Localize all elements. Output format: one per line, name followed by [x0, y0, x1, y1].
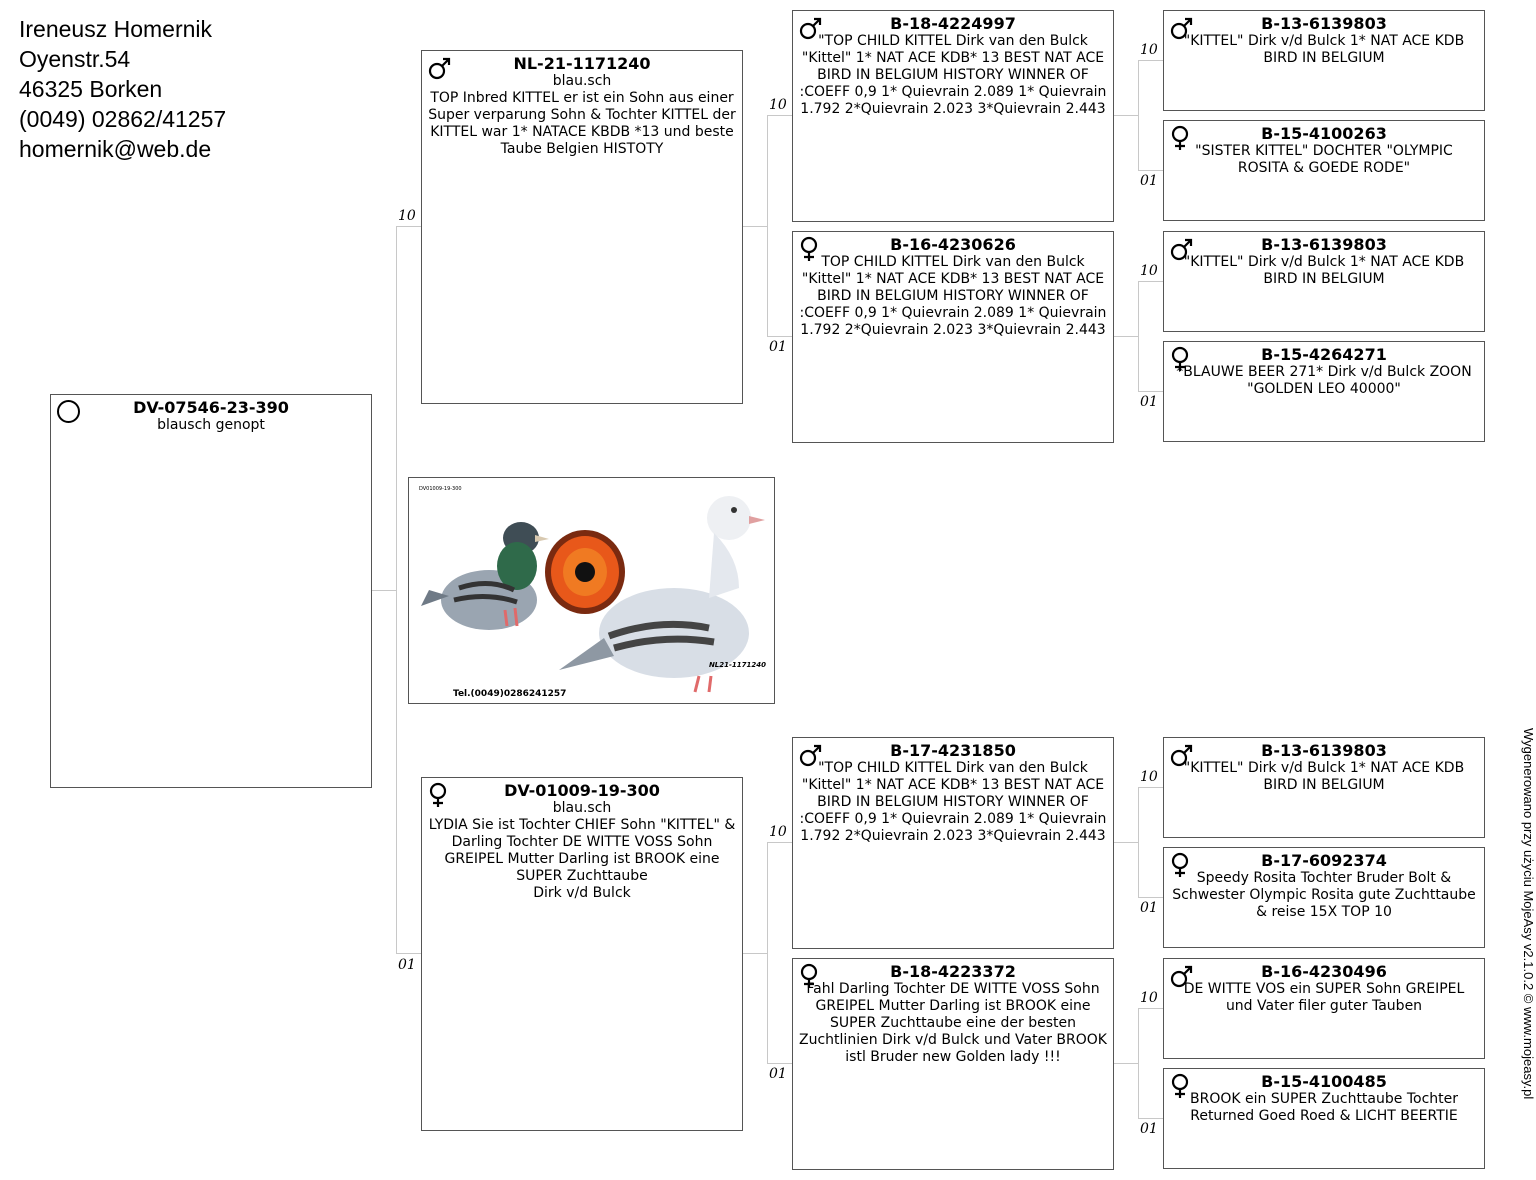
female-symbol-icon — [1170, 852, 1194, 878]
connector-line — [396, 226, 397, 954]
generator-footer — [1518, 728, 1536, 1158]
connector-line — [1113, 1063, 1139, 1064]
ring-number: B-16-4230496 — [1261, 962, 1387, 981]
owner-info — [19, 14, 226, 164]
male-symbol-icon — [428, 55, 452, 81]
connector-line — [1113, 115, 1139, 116]
ring-number: B-13-6139803 — [1261, 741, 1387, 760]
connector-line — [767, 336, 793, 337]
female-symbol-icon — [1170, 1073, 1194, 1099]
pigeon-description: DE WITTE VOS ein SUPER Sohn GREIPEL und Vater filer guter Tauben — [1183, 981, 1465, 1014]
sire-card[interactable] — [421, 50, 743, 404]
male-symbol-icon — [799, 742, 823, 768]
pigeon-description: TOP CHILD KITTEL Dirk van den Bulck "Kittel" 1* NAT ACE KDB* 13 BEST NAT ACE BIRD IN BELGIUM HISTORY WINNER OF :COEFF 0,9 1* Quievrain 2.089 1* Quievrain 1.792 2*Quievrain 2.023 3*Quievrain 2.443 — [799, 254, 1107, 338]
ring-number: DV-01009-19-300 — [504, 781, 660, 800]
owner-city: 46325 Borken — [19, 76, 163, 102]
ring-number: B-13-6139803 — [1261, 14, 1387, 33]
owner-email: homernik@web.de — [19, 136, 212, 162]
pigeon-description: TOP Inbred KITTEL er ist ein Sohn aus einer Super verparung Sohn & Tochter KITTEL der KITTEL war 1* NATACE KBDB *13 und beste Taube Belgien HISTOTY — [428, 90, 736, 157]
photo-ring-text: NL21-1171240 — [708, 661, 766, 669]
pigeon-color: blau.sch — [552, 73, 612, 89]
male-symbol-icon — [1170, 15, 1194, 41]
connector-line — [1138, 391, 1164, 392]
male-symbol-icon — [1170, 742, 1194, 768]
generator-text: Wygenerowano przy użyciu MojeAsy v2.1.0.2 © www.mojeasy.pl — [1521, 728, 1536, 1100]
dam-label: 01 — [769, 1066, 787, 1082]
pigeon-description: "TOP CHILD KITTEL Dirk van den Bulck "Kittel" 1* NAT ACE KDB* 13 BEST NAT ACE BIRD IN BELGIUM HISTORY WINNER OF :COEFF 0,9 1* Quievrain 2.089 1* Quievrain 1.792 2*Quievrain 2.023 3*Quievrain 2.443 — [799, 33, 1107, 117]
pigeon-description: LYDIA Sie ist Tochter CHIEF Sohn "KITTEL" & Darling Tochter DE WITTE VOSS Sohn GREIPEL Mutter Darling ist BROOK eine SUPER Zuchttaube Dirk v/d Bulck — [428, 817, 736, 901]
ancestor-card[interactable] — [1163, 737, 1485, 838]
connector-line — [371, 590, 397, 591]
ring-number: B-13-6139803 — [1261, 235, 1387, 254]
sire-label: 10 — [1140, 263, 1158, 279]
pigeon-description: Fahl Darling Tochter DE WITTE VOSS Sohn GREIPEL Mutter Darling ist BROOK eine SUPER Zuchttaube eine der besten Zuchtlinien Dirk v/d Bulck und Vater BROOK istl Bruder new Golden lady !!! — [799, 981, 1107, 1065]
ring-symbol-icon — [57, 400, 80, 423]
pigeon-description: "KITTEL" Dirk v/d Bulck 1* NAT ACE KDB BIRD IN BELGIUM — [1183, 33, 1465, 66]
ring-number: B-15-4264271 — [1261, 345, 1387, 364]
connector-line — [1138, 1008, 1164, 1009]
connector-line — [1138, 1118, 1164, 1119]
connector-line — [767, 1063, 793, 1064]
connector-line — [742, 226, 768, 227]
male-symbol-icon — [799, 15, 823, 41]
pigeon-color: blau.sch — [552, 800, 612, 816]
female-symbol-icon — [1170, 346, 1194, 372]
ring-number: NL-21-1171240 — [513, 54, 651, 73]
dam-card[interactable] — [421, 777, 743, 1131]
sire-label: 10 — [1140, 42, 1158, 58]
connector-line — [1138, 897, 1164, 898]
subject-card[interactable] — [50, 394, 372, 788]
ancestor-card[interactable] — [1163, 847, 1485, 948]
connector-line — [1138, 60, 1164, 61]
ring-number: B-16-4230626 — [890, 235, 1016, 254]
ring-number: B-17-6092374 — [1261, 851, 1387, 870]
owner-street: Oyenstr.54 — [19, 46, 131, 72]
sire-label: 10 — [398, 208, 416, 224]
ancestor-card[interactable] — [1163, 120, 1485, 221]
pigeon-description: *BLAUWE BEER 271* Dirk v/d Bulck ZOON "GOLDEN LEO 40000" — [1176, 364, 1472, 397]
sire-label: 10 — [769, 97, 787, 113]
owner-phone: (0049) 02862/41257 — [19, 106, 227, 132]
pigeon-photo — [408, 477, 775, 704]
granddam-maternal-card[interactable] — [792, 958, 1114, 1170]
ancestor-card[interactable] — [1163, 10, 1485, 111]
ancestor-card[interactable] — [1163, 231, 1485, 332]
female-symbol-icon — [799, 963, 823, 989]
connector-line — [1138, 170, 1164, 171]
dam-label: 01 — [1140, 1121, 1158, 1137]
connector-line — [767, 115, 768, 337]
ring-number: B-18-4223372 — [890, 962, 1016, 981]
pigeon-description: "SISTER KITTEL" DOCHTER "OLYMPIC ROSITA & GOEDE RODE" — [1195, 143, 1453, 176]
dam-label: 01 — [769, 339, 787, 355]
ring-number: DV-07546-23-390 — [133, 398, 289, 417]
connector-line — [1138, 1008, 1139, 1119]
ancestor-card[interactable] — [1163, 341, 1485, 442]
pigeon-description: "TOP CHILD KITTEL Dirk van den Bulck "Kittel" 1* NAT ACE KDB* 13 BEST NAT ACE BIRD IN BELGIUM HISTORY WINNER OF :COEFF 0,9 1* Quievrain 2.089 1* Quievrain 1.792 2*Quievrain 2.023 3*Quievrain 2.443 — [799, 760, 1107, 844]
grandsire-maternal-card[interactable] — [792, 737, 1114, 949]
owner-name: Ireneusz Homernik — [19, 16, 213, 42]
female-symbol-icon — [1170, 125, 1194, 151]
dam-label: 01 — [398, 957, 416, 973]
connector-line — [396, 953, 422, 954]
connector-line — [767, 115, 793, 116]
pigeon-description: "KITTEL" Dirk v/d Bulck 1* NAT ACE KDB BIRD IN BELGIUM — [1183, 760, 1465, 793]
connector-line — [1138, 60, 1139, 171]
ancestor-card[interactable] — [1163, 1068, 1485, 1169]
connector-line — [742, 953, 768, 954]
dam-label: 01 — [1140, 173, 1158, 189]
sire-label: 10 — [769, 824, 787, 840]
granddam-paternal-card[interactable] — [792, 231, 1114, 443]
photo-ring-text: DV01009-19-300 — [419, 486, 462, 492]
male-symbol-icon — [1170, 236, 1194, 262]
pigeon-description: "KITTEL" Dirk v/d Bulck 1* NAT ACE KDB BIRD IN BELGIUM — [1183, 254, 1465, 287]
sire-label: 10 — [1140, 769, 1158, 785]
ancestor-card[interactable] — [1163, 958, 1485, 1059]
dam-label: 01 — [1140, 394, 1158, 410]
connector-line — [1113, 336, 1139, 337]
grandsire-paternal-card[interactable] — [792, 10, 1114, 222]
connector-line — [396, 226, 422, 227]
connector-line — [1138, 281, 1139, 392]
connector-line — [767, 842, 768, 1064]
connector-line — [767, 842, 793, 843]
connector-line — [1113, 842, 1139, 843]
sire-label: 10 — [1140, 990, 1158, 1006]
ring-number: B-15-4100485 — [1261, 1072, 1387, 1091]
pigeon-illustration — [409, 478, 774, 703]
connector-line — [1138, 787, 1139, 898]
pigeon-description: Speedy Rosita Tochter Bruder Bolt & Schwester Olympic Rosita gute Zuchttaube & reise 15X TOP 10 — [1172, 870, 1476, 920]
connector-line — [1138, 281, 1164, 282]
pigeon-description: BROOK ein SUPER Zuchttaube Tochter Returned Goed Roed & LICHT BEERTIE — [1189, 1091, 1458, 1124]
male-symbol-icon — [1170, 963, 1194, 989]
female-symbol-icon — [799, 236, 823, 262]
connector-line — [1138, 787, 1164, 788]
ring-number: B-17-4231850 — [890, 741, 1016, 760]
dam-label: 01 — [1140, 900, 1158, 916]
female-symbol-icon — [428, 782, 452, 808]
pigeon-color: blausch genopt — [157, 417, 265, 433]
ring-number: B-15-4100263 — [1261, 124, 1387, 143]
photo-phone-text: Tel.(0049)0286241257 — [453, 689, 567, 699]
ring-number: B-18-4224997 — [890, 14, 1016, 33]
